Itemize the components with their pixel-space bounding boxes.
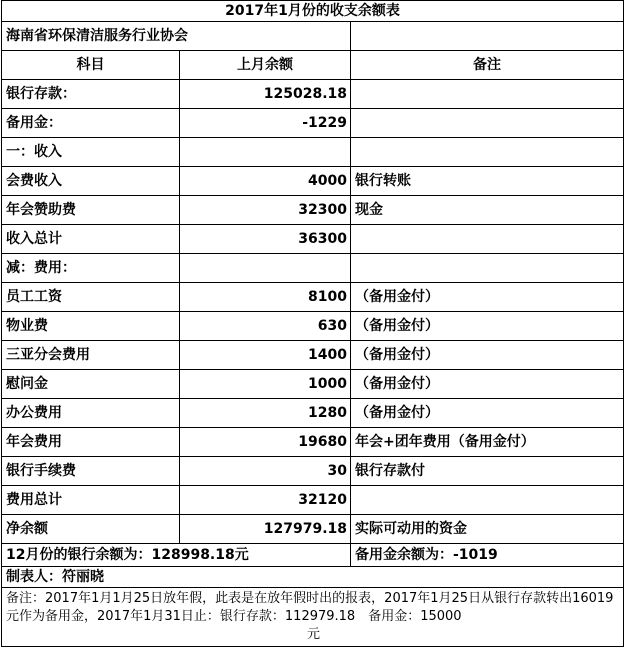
table-row <box>2 138 624 167</box>
row-subject: 净余额 <box>2 515 180 544</box>
row-subject: 费用总计 <box>2 486 180 515</box>
row-subject: 慰问金 <box>2 370 180 399</box>
maker-text: 制表人：符丽晓 <box>2 567 624 588</box>
row-remark: （备用金付） <box>351 283 624 312</box>
table-row <box>2 109 624 138</box>
row-subject: 减：费用： <box>2 254 180 283</box>
row-amount: 8100 <box>180 283 351 312</box>
org-row <box>2 22 624 51</box>
table-row <box>2 225 624 254</box>
note-tail: 元 <box>307 627 321 642</box>
row-subject: 一：收入 <box>2 138 180 167</box>
table-row <box>2 254 624 283</box>
note-main: 备注：2017年1月1月25日放年假，此表是在放年假时出的报表，2017年1月25日从银行存款转出16019元作为备用金，2017年1月31日止：银行存款：112979.18 备用金：15000 <box>6 591 614 624</box>
note-cell <box>2 588 624 647</box>
table-row <box>2 486 624 515</box>
header-last-balance: 上月余额 <box>180 51 351 80</box>
table-row <box>2 399 624 428</box>
row-remark: 年会+团年费用（备用金付） <box>351 428 624 457</box>
bank-balance-text: 12月份的银行余额为：128998.18元 <box>2 544 351 567</box>
row-amount <box>180 254 351 283</box>
row-subject: 办公费用 <box>2 399 180 428</box>
row-remark: 银行存款付 <box>351 457 624 486</box>
row-subject: 员工工资 <box>2 283 180 312</box>
row-subject: 物业费 <box>2 312 180 341</box>
row-amount: 125028.18 <box>180 80 351 109</box>
row-remark <box>351 109 624 138</box>
row-subject: 年会赞助费 <box>2 196 180 225</box>
row-amount: 32120 <box>180 486 351 515</box>
row-remark: 现金 <box>351 196 624 225</box>
row-remark <box>351 225 624 254</box>
row-amount: 1000 <box>180 370 351 399</box>
row-subject: 年会费用 <box>2 428 180 457</box>
maker-row <box>2 567 624 588</box>
row-amount: 1400 <box>180 341 351 370</box>
row-remark <box>351 486 624 515</box>
row-amount <box>180 138 351 167</box>
table-row <box>2 370 624 399</box>
header-row <box>2 51 624 80</box>
table-row <box>2 341 624 370</box>
table-row <box>2 515 624 544</box>
row-remark <box>351 138 624 167</box>
row-subject: 银行存款： <box>2 80 180 109</box>
row-subject: 三亚分会费用 <box>2 341 180 370</box>
title-row <box>2 1 624 22</box>
row-amount: 630 <box>180 312 351 341</box>
table-row <box>2 80 624 109</box>
row-amount: 36300 <box>180 225 351 254</box>
row-remark: （备用金付） <box>351 370 624 399</box>
table-row <box>2 167 624 196</box>
table-row <box>2 283 624 312</box>
row-amount: 30 <box>180 457 351 486</box>
org-name: 海南省环保清洁服务行业协会 <box>2 22 351 51</box>
header-remark: 备注 <box>351 51 624 80</box>
table-row <box>2 428 624 457</box>
table-row <box>2 196 624 225</box>
row-remark: 银行转账 <box>351 167 624 196</box>
table-row <box>2 312 624 341</box>
row-subject: 收入总计 <box>2 225 180 254</box>
row-amount: -1229 <box>180 109 351 138</box>
row-subject: 会费收入 <box>2 167 180 196</box>
balance-table <box>1 0 624 647</box>
org-row-empty <box>351 22 624 51</box>
reserve-balance-text: 备用金余额为：-1019 <box>351 544 624 567</box>
row-subject: 银行手续费 <box>2 457 180 486</box>
row-amount: 127979.18 <box>180 515 351 544</box>
row-remark: （备用金付） <box>351 399 624 428</box>
sheet-title: 2017年1月份的收支余额表 <box>2 1 624 22</box>
row-remark: （备用金付） <box>351 341 624 370</box>
header-subject: 科目 <box>2 51 180 80</box>
balance-sheet <box>1 0 623 647</box>
balance-footer-row <box>2 544 624 567</box>
row-amount: 32300 <box>180 196 351 225</box>
row-remark: （备用金付） <box>351 312 624 341</box>
row-remark <box>351 80 624 109</box>
row-amount: 19680 <box>180 428 351 457</box>
row-remark: 实际可动用的资金 <box>351 515 624 544</box>
row-subject: 备用金： <box>2 109 180 138</box>
row-amount: 1280 <box>180 399 351 428</box>
row-remark <box>351 254 624 283</box>
table-row <box>2 457 624 486</box>
note-row <box>2 588 624 647</box>
row-amount: 4000 <box>180 167 351 196</box>
